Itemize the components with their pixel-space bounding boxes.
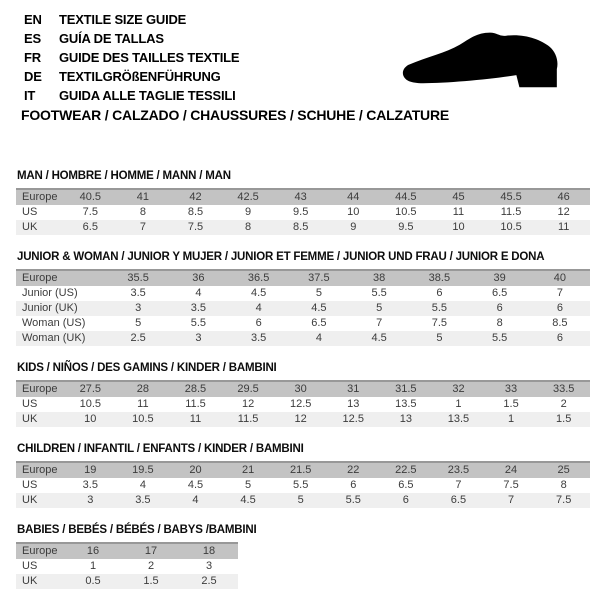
size-section [16, 362, 590, 427]
size-cell: 25 [537, 462, 590, 478]
table-row [16, 574, 238, 589]
size-cell: 4.5 [169, 478, 222, 493]
row-label-cell: Europe [16, 543, 64, 559]
size-section [16, 251, 590, 346]
size-table [16, 542, 238, 589]
size-cell: 4 [229, 301, 289, 316]
row-label-cell: UK [16, 574, 64, 589]
language-row [24, 48, 239, 67]
size-cell: 17 [122, 543, 180, 559]
size-cell: 5.5 [349, 286, 409, 301]
table-row [16, 462, 590, 478]
table-row [16, 397, 590, 412]
size-cell: 3.5 [229, 331, 289, 346]
size-cell: 6 [530, 331, 590, 346]
size-cell: 31.5 [380, 381, 433, 397]
size-cell: 13.5 [380, 397, 433, 412]
row-label-cell: Europe [16, 381, 64, 397]
size-cell: 4.5 [349, 331, 409, 346]
size-cell: 12.5 [327, 412, 380, 427]
size-cell: 11 [537, 220, 590, 235]
size-cell: 38.5 [409, 270, 469, 286]
table-row [16, 205, 590, 220]
row-label-cell: UK [16, 220, 64, 235]
table-row [16, 412, 590, 427]
size-cell: 11.5 [222, 412, 275, 427]
size-cell: 3.5 [108, 286, 168, 301]
size-cell: 10.5 [485, 220, 538, 235]
table-row [16, 331, 590, 346]
size-cell: 35.5 [108, 270, 168, 286]
row-label-cell: US [16, 397, 64, 412]
language-title-list [24, 10, 239, 105]
size-cell: 40.5 [64, 189, 117, 205]
size-cell: 11 [432, 205, 485, 220]
size-section [16, 170, 590, 235]
size-cell: 11.5 [485, 205, 538, 220]
size-cell: 42.5 [222, 189, 275, 205]
table-row [16, 493, 590, 508]
row-label-cell: UK [16, 412, 64, 427]
size-cell: 3.5 [117, 493, 170, 508]
size-cell: 29.5 [222, 381, 275, 397]
language-code: ES [24, 31, 41, 46]
size-cell: 45.5 [485, 189, 538, 205]
category-title: FOOTWEAR / CALZADO / CHAUSSURES / SCHUHE / CALZATURE [21, 107, 450, 123]
size-cell: 7 [485, 493, 538, 508]
size-cell: 9 [222, 205, 275, 220]
size-cell: 12 [222, 397, 275, 412]
size-cell: 8.5 [530, 316, 590, 331]
size-cell: 9.5 [380, 220, 433, 235]
size-cell: 33 [485, 381, 538, 397]
table-title: KIDS / NIÑOS / DES GAMINS / KINDER / BAMBINI [17, 362, 277, 374]
language-row [24, 10, 239, 29]
size-cell: 7 [432, 478, 485, 493]
size-cell: 1 [485, 412, 538, 427]
size-cell: 8 [537, 478, 590, 493]
row-label-cell: Woman (US) [16, 316, 108, 331]
size-cell: 30 [274, 381, 327, 397]
size-section [16, 443, 590, 508]
size-cell: 1.5 [485, 397, 538, 412]
row-label-cell: Europe [16, 270, 108, 286]
size-cell: 8 [222, 220, 275, 235]
language-title: TEXTILE SIZE GUIDE [59, 12, 187, 27]
size-table [16, 461, 590, 508]
size-cell: 22.5 [380, 462, 433, 478]
size-cell: 21 [222, 462, 275, 478]
size-cell: 32 [432, 381, 485, 397]
row-label-cell: Junior (UK) [16, 301, 108, 316]
size-cell: 5 [409, 331, 469, 346]
table-row [16, 189, 590, 205]
size-cell: 4.5 [222, 493, 275, 508]
size-cell: 24 [485, 462, 538, 478]
size-cell: 4 [289, 331, 349, 346]
size-cell: 9 [327, 220, 380, 235]
size-cell: 41 [117, 189, 170, 205]
size-cell: 6.5 [470, 286, 530, 301]
size-cell: 19 [64, 462, 117, 478]
size-cell: 21.5 [274, 462, 327, 478]
size-cell: 2.5 [108, 331, 168, 346]
size-cell: 5.5 [409, 301, 469, 316]
size-cell: 11 [169, 412, 222, 427]
size-cell: 7.5 [485, 478, 538, 493]
size-cell: 7.5 [409, 316, 469, 331]
table-row [16, 559, 238, 574]
size-cell: 4 [169, 493, 222, 508]
table-row [16, 381, 590, 397]
size-cell: 19.5 [117, 462, 170, 478]
size-cell: 10.5 [64, 397, 117, 412]
table-row [16, 478, 590, 493]
table-title: CHILDREN / INFANTIL / ENFANTS / KINDER / BAMBINI [17, 443, 304, 455]
language-row [24, 86, 239, 105]
row-label-cell: Junior (US) [16, 286, 108, 301]
row-label-cell: UK [16, 493, 64, 508]
table-row [16, 220, 590, 235]
row-label-cell: Woman (UK) [16, 331, 108, 346]
language-title: GUÍA DE TALLAS [59, 31, 164, 46]
language-code: EN [24, 12, 42, 27]
size-cell: 38 [349, 270, 409, 286]
size-cell: 10.5 [117, 412, 170, 427]
size-cell: 5.5 [327, 493, 380, 508]
size-cell: 7.5 [169, 220, 222, 235]
row-label-cell: Europe [16, 189, 64, 205]
size-cell: 6.5 [380, 478, 433, 493]
size-cell: 7 [530, 286, 590, 301]
table-row [16, 301, 590, 316]
table-row [16, 286, 590, 301]
size-cell: 3 [180, 559, 238, 574]
size-cell: 5 [108, 316, 168, 331]
size-cell: 27.5 [64, 381, 117, 397]
size-tables [16, 170, 590, 605]
size-cell: 6 [327, 478, 380, 493]
size-cell: 5 [222, 478, 275, 493]
size-cell: 1.5 [122, 574, 180, 589]
size-cell: 6 [409, 286, 469, 301]
size-cell: 13 [380, 412, 433, 427]
size-cell: 23.5 [432, 462, 485, 478]
size-cell: 6 [530, 301, 590, 316]
size-cell: 6.5 [432, 493, 485, 508]
size-cell: 8 [117, 205, 170, 220]
size-cell: 12 [274, 412, 327, 427]
size-cell: 16 [64, 543, 122, 559]
size-cell: 39 [470, 270, 530, 286]
size-cell: 44 [327, 189, 380, 205]
size-cell: 2.5 [180, 574, 238, 589]
size-cell: 4 [168, 286, 228, 301]
table-title: MAN / HOMBRE / HOMME / MANN / MAN [17, 170, 231, 182]
size-cell: 6.5 [64, 220, 117, 235]
size-table [16, 269, 590, 346]
size-cell: 5 [274, 493, 327, 508]
row-label-cell: US [16, 478, 64, 493]
size-cell: 4.5 [229, 286, 289, 301]
size-cell: 44.5 [380, 189, 433, 205]
size-cell: 4.5 [289, 301, 349, 316]
language-title: TEXTILGRÖßENFÜHRUNG [59, 69, 221, 84]
size-cell: 10 [64, 412, 117, 427]
size-cell: 8 [470, 316, 530, 331]
size-cell: 45 [432, 189, 485, 205]
shoe-icon [399, 30, 571, 94]
size-cell: 5.5 [274, 478, 327, 493]
size-cell: 6 [470, 301, 530, 316]
size-cell: 10 [432, 220, 485, 235]
size-cell: 40 [530, 270, 590, 286]
size-table [16, 188, 590, 235]
size-cell: 13 [327, 397, 380, 412]
size-cell: 5.5 [168, 316, 228, 331]
size-cell: 36.5 [229, 270, 289, 286]
size-cell: 5.5 [470, 331, 530, 346]
size-cell: 7.5 [64, 205, 117, 220]
language-code: DE [24, 69, 42, 84]
row-label-cell: US [16, 559, 64, 574]
size-cell: 20 [169, 462, 222, 478]
table-row [16, 543, 238, 559]
size-cell: 8.5 [274, 220, 327, 235]
size-cell: 12.5 [274, 397, 327, 412]
size-cell: 11 [117, 397, 170, 412]
size-cell: 10.5 [380, 205, 433, 220]
size-cell: 7 [117, 220, 170, 235]
size-cell: 37.5 [289, 270, 349, 286]
size-cell: 5 [349, 301, 409, 316]
size-cell: 7.5 [537, 493, 590, 508]
row-label-cell: US [16, 205, 64, 220]
size-table [16, 380, 590, 427]
size-cell: 3 [108, 301, 168, 316]
size-cell: 1.5 [537, 412, 590, 427]
size-cell: 6 [229, 316, 289, 331]
table-title: JUNIOR & WOMAN / JUNIOR Y MUJER / JUNIOR ET FEMME / JUNIOR UND FRAU / JUNIOR E DONA [17, 251, 545, 263]
table-row [16, 270, 590, 286]
size-cell: 1 [432, 397, 485, 412]
language-row [24, 67, 239, 86]
table-title: BABIES / BEBÉS / BÉBÉS / BABYS /BAMBINI [17, 524, 257, 536]
size-cell: 33.5 [537, 381, 590, 397]
size-cell: 36 [168, 270, 228, 286]
size-cell: 8.5 [169, 205, 222, 220]
row-label-cell: Europe [16, 462, 64, 478]
size-cell: 6 [380, 493, 433, 508]
size-cell: 4 [117, 478, 170, 493]
size-cell: 42 [169, 189, 222, 205]
size-cell: 3.5 [64, 478, 117, 493]
size-cell: 10 [327, 205, 380, 220]
size-cell: 3.5 [168, 301, 228, 316]
size-cell: 12 [537, 205, 590, 220]
size-cell: 3 [168, 331, 228, 346]
language-code: FR [24, 50, 41, 65]
size-cell: 0.5 [64, 574, 122, 589]
size-cell: 2 [122, 559, 180, 574]
size-cell: 3 [64, 493, 117, 508]
size-cell: 22 [327, 462, 380, 478]
size-cell: 2 [537, 397, 590, 412]
size-section [16, 524, 590, 589]
size-cell: 11.5 [169, 397, 222, 412]
size-cell: 43 [274, 189, 327, 205]
language-row [24, 29, 239, 48]
size-cell: 28.5 [169, 381, 222, 397]
size-cell: 7 [349, 316, 409, 331]
table-row [16, 316, 590, 331]
size-cell: 1 [64, 559, 122, 574]
size-cell: 5 [289, 286, 349, 301]
size-cell: 9.5 [274, 205, 327, 220]
size-cell: 13.5 [432, 412, 485, 427]
language-title: GUIDA ALLE TAGLIE TESSILI [59, 88, 236, 103]
size-cell: 6.5 [289, 316, 349, 331]
size-cell: 31 [327, 381, 380, 397]
language-code: IT [24, 88, 36, 103]
language-title: GUIDE DES TAILLES TEXTILE [59, 50, 240, 65]
size-cell: 18 [180, 543, 238, 559]
size-cell: 46 [537, 189, 590, 205]
size-cell: 28 [117, 381, 170, 397]
